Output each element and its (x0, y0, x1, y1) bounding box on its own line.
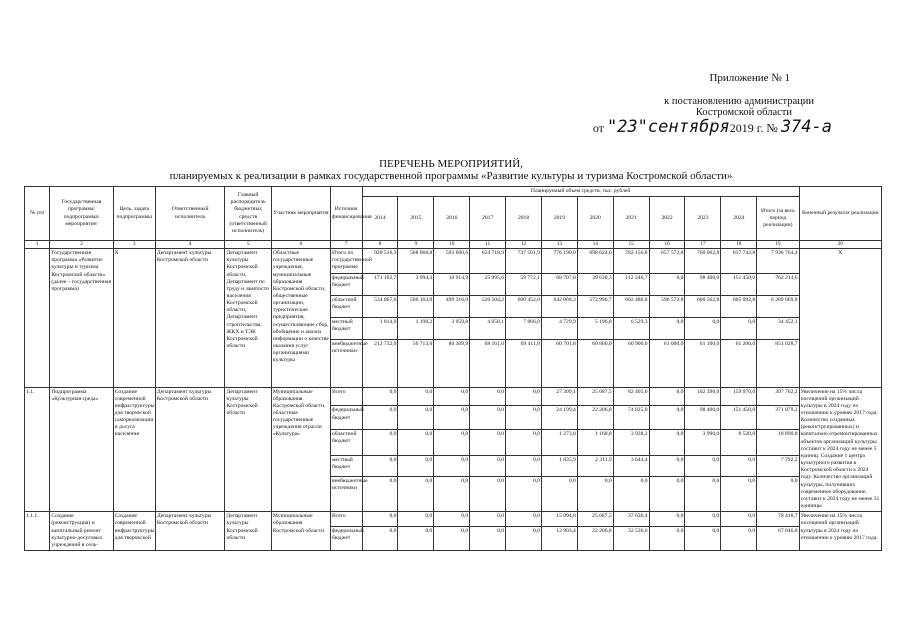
amount-cell: 159 970,0 (721, 387, 757, 406)
amount-cell: 0,0 (506, 387, 542, 406)
amount-cell: 0,0 (649, 476, 685, 512)
amount-cell: 25 995,6 (470, 273, 506, 295)
amount-cell: 782 156,8 (613, 249, 649, 273)
amount-cell: 499 316,0 (434, 295, 470, 317)
amount-cell: 0,0 (398, 387, 434, 406)
col-source: Источник финансирования (330, 187, 362, 241)
amount-cell: 0,0 (649, 527, 685, 551)
amount-cell: 6 289 069,8 (757, 295, 799, 317)
funding-source: федеральный бюджет (330, 527, 362, 551)
amount-cell: 0,0 (434, 512, 470, 527)
amount-cell: 15 094,8 (541, 512, 577, 527)
cell-name: Подпрограмма «Культурная среда» (50, 387, 113, 512)
amount-cell: 1 835,9 (541, 456, 577, 476)
amount-cell: 5 196,8 (577, 317, 613, 339)
amount-cell: 568 068,8 (398, 249, 434, 273)
amount-cell: 776 190,0 (541, 249, 577, 273)
amount-cell: 32 536,6 (613, 527, 649, 551)
amount-cell: 61 000,0 (649, 339, 685, 387)
cell-result: Увеличение на 15% числа посещений организаций культуры в 2024 году по отношению к уровню 2017 года. (799, 512, 881, 551)
amount-cell: 1 273,8 (541, 430, 577, 456)
amount-cell: 737 501,9 (506, 249, 542, 273)
amount-cell: 0,0 (470, 387, 506, 406)
amount-cell: 60 800,0 (577, 339, 613, 387)
amount-cell: 22 206,8 (577, 406, 613, 430)
amount-cell: 59 772,1 (506, 273, 542, 295)
column-number: 9 (398, 241, 434, 249)
amount-cell: 0,0 (434, 430, 470, 456)
amount-cell: 0,0 (685, 476, 721, 512)
amount-cell: 0,0 (506, 456, 542, 476)
year-header: 2022 (649, 197, 685, 241)
amount-cell: 600 452,0 (506, 295, 542, 317)
amount-cell: 572 996,7 (577, 295, 613, 317)
amount-cell: 0,0 (649, 317, 685, 339)
amount-cell: 212 732,0 (362, 339, 398, 387)
funding-source: Всего (330, 512, 362, 527)
table-row (25, 387, 882, 406)
year-header: 2020 (577, 197, 613, 241)
amount-cell: 0,0 (434, 387, 470, 406)
amount-cell: 151 450,0 (721, 406, 757, 430)
amount-cell: 3 644,4 (613, 456, 649, 476)
amount-cell: 657 572,8 (649, 249, 685, 273)
amount-cell: 0,0 (613, 476, 649, 512)
amount-cell: 24 199,4 (541, 406, 577, 430)
column-number: 10 (434, 241, 470, 249)
funding-source: областной бюджет (330, 430, 362, 456)
amount-cell: 0,0 (362, 476, 398, 512)
amount-cell: 82 405,6 (613, 387, 649, 406)
amount-cell: 0,0 (721, 456, 757, 476)
cell-resp: Департамент культуры Костромской области (155, 249, 225, 387)
appendix-label: Приложение № 1 (709, 72, 790, 84)
amount-cell: 34 452,1 (757, 317, 799, 339)
funding-source: внебюджетные источники (330, 476, 362, 512)
amount-cell: 0,0 (470, 456, 506, 476)
amount-cell: 68 161,0 (470, 339, 506, 387)
amount-cell: 0,0 (434, 406, 470, 430)
col-result: Конечный результат реализации (799, 187, 881, 241)
col-planned: Планируемый объем средств, тыс. рублей (362, 187, 799, 197)
amount-cell: 69 411,8 (506, 339, 542, 387)
cell-mainadmin: Департамент культуры Костромской области, Департамент по труду и занятости населения Костромской области, Департамент строительства, ЖКХ и ТЭК Костромской области (225, 249, 271, 387)
amount-cell: 67 646,8 (757, 527, 799, 551)
amount-cell: 0,0 (398, 430, 434, 456)
col-total: Итого (за весь период реализации) (757, 197, 799, 241)
column-number: 5 (225, 241, 271, 249)
amount-cell: 0,0 (685, 456, 721, 476)
amount-cell: 98 400,0 (685, 406, 721, 430)
amount-cell: 10 914,9 (434, 273, 470, 295)
year-header: 2017 (470, 197, 506, 241)
year-header: 2015 (398, 197, 434, 241)
column-number: 13 (541, 241, 577, 249)
column-number: 17 (685, 241, 721, 249)
amount-cell: 397 762,2 (757, 387, 799, 406)
funding-source: внебюджетные источники (330, 339, 362, 387)
cell-name: Создание (реконструкция) и капитальный ремонт культурно-досуговых учреждений в сель- (50, 512, 113, 551)
year-header: 2023 (685, 197, 721, 241)
amount-cell: 102 390,0 (685, 387, 721, 406)
cell-participant: Областные государственные учреждения, муниципальные образования Костромской области, общественные организации, туристические предприятия, осуществляющие сбор, обобщение и анализ информации о качестве оказания услуг организациями культуры (271, 249, 330, 387)
amount-cell: 0,0 (398, 456, 434, 476)
amount-cell: 602 480,8 (613, 295, 649, 317)
amount-cell: 605 092,8 (721, 295, 757, 317)
amount-cell: 0,0 (470, 430, 506, 456)
amount-cell: 0,0 (362, 512, 398, 527)
year-header: 2021 (613, 197, 649, 241)
amount-cell: 851 028,7 (757, 339, 799, 387)
column-number: 20 (799, 241, 881, 249)
cell-goal: Создание современной инфраструктуры для творческой самореализации и досуга населения (113, 387, 155, 512)
date-month: сентября (647, 117, 730, 137)
col-name: Государственная программа/подпрограмма/ мероприятие/ (50, 187, 113, 241)
funding-source: федеральный бюджет (330, 273, 362, 295)
amount-cell: 0,0 (757, 476, 799, 512)
amount-cell: 39 630,3 (577, 273, 613, 295)
col-no: № п/п (25, 187, 50, 241)
amount-cell: 0,0 (541, 476, 577, 512)
amount-cell: 12 903,4 (541, 527, 577, 551)
amount-cell: 624 718,9 (470, 249, 506, 273)
column-number: 6 (271, 241, 330, 249)
document-subtitle: планируемых к реализации в рамках государственной программы «Развитие культуры и туризма Костромской области» (169, 170, 733, 182)
column-number: 1 (25, 241, 50, 249)
date-line (593, 117, 832, 137)
amount-cell: 0,0 (398, 476, 434, 512)
column-number: 18 (721, 241, 757, 249)
document-title: ПЕРЕЧЕНЬ МЕРОПРИЯТИЙ, (379, 158, 523, 170)
year-header: 2019 (541, 197, 577, 241)
table-row (25, 249, 882, 273)
cell-mainadmin: Департамент культуры Костромской области (225, 387, 271, 512)
amount-cell: 61 200,0 (721, 339, 757, 387)
date-day: "23" (606, 117, 648, 137)
amount-cell: 0,0 (470, 476, 506, 512)
amount-cell: 8 520,0 (721, 430, 757, 456)
column-number: 8 (362, 241, 398, 249)
column-number: 15 (613, 241, 649, 249)
amount-cell: 760 062,8 (685, 249, 721, 273)
amount-cell: 0,0 (649, 273, 685, 295)
amount-cell: 4 058,1 (470, 317, 506, 339)
cell-no (25, 249, 50, 387)
amount-cell: 25 687,5 (577, 512, 613, 527)
amount-cell: 0,0 (398, 406, 434, 430)
amount-cell: 0,0 (721, 317, 757, 339)
column-number: 4 (155, 241, 225, 249)
amount-cell: 74 825,0 (613, 406, 649, 430)
amount-cell: 0,0 (506, 406, 542, 430)
cell-participant: Муниципальные образования Костромской области (271, 512, 330, 551)
column-number: 16 (649, 241, 685, 249)
amount-cell: 0,0 (649, 430, 685, 456)
funding-source: Итого по государственной программе (330, 249, 362, 273)
header-row-1 (25, 187, 882, 197)
amount-cell: 534 867,6 (362, 295, 398, 317)
amount-cell: 151 450,0 (721, 273, 757, 295)
col-goal: Цель, задача подпрограммы (113, 187, 155, 241)
cell-resp: Департамент культуры Костромской области (155, 387, 225, 512)
year-header: 2018 (506, 197, 542, 241)
resolution-label: к постановлению администрации (664, 96, 814, 107)
year-header: 2014 (362, 197, 398, 241)
amount-cell: 920 516,3 (362, 249, 398, 273)
amount-cell: 171 102,7 (362, 273, 398, 295)
amount-cell: 0,0 (362, 387, 398, 406)
amount-cell: 0,0 (470, 527, 506, 551)
amount-cell: 0,0 (506, 512, 542, 527)
amount-cell: 0,0 (721, 476, 757, 512)
amount-cell: 698 624,0 (577, 249, 613, 273)
column-number-row (25, 241, 882, 249)
amount-cell: 762 214,6 (757, 273, 799, 295)
amount-cell: 0,0 (434, 527, 470, 551)
amount-cell: 0,0 (721, 527, 757, 551)
amount-cell: 0,0 (434, 456, 470, 476)
amount-cell: 2 311,9 (577, 456, 613, 476)
cell-result: Увеличение на 15% числа посещений организаций культуры в 2024 году по отношению к уровню 2017 года. Количество созданных (реконструированных) и капитально отремонтированных объектов организаций культуры составит к 2024 году не менее 5 единиц. Создание 1 центра культурного развития в Костромской области к 2024 году. Количество организаций культуры, получивших современное оборудование, составит к 2024 году не менее 31 единицы (799, 387, 881, 512)
amount-cell: 596 572,8 (649, 295, 685, 317)
amount-cell: 526 504,2 (470, 295, 506, 317)
funding-source: местный бюджет (330, 317, 362, 339)
amount-cell: 0,0 (649, 406, 685, 430)
amount-cell: 1 814,0 (362, 317, 398, 339)
amount-cell: 642 068,3 (541, 295, 577, 317)
amount-cell: 25 687,5 (577, 387, 613, 406)
funding-source: местный бюджет (330, 456, 362, 476)
column-number: 7 (330, 241, 362, 249)
amount-cell: 18 890,8 (757, 430, 799, 456)
amount-cell: 0,0 (506, 527, 542, 551)
amount-cell: 3 938,2 (613, 430, 649, 456)
amount-cell: 0,0 (649, 512, 685, 527)
amount-cell: 3 990,0 (685, 430, 721, 456)
amount-cell: 0,0 (434, 476, 470, 512)
amount-cell: 0,0 (649, 456, 685, 476)
cell-resp: Департамент культуры Костромской области (155, 512, 225, 551)
amount-cell: 593 600,6 (434, 249, 470, 273)
cell-no: 1.1. (25, 387, 50, 512)
amount-cell: 506 163,0 (398, 295, 434, 317)
amount-cell: 27 309,1 (541, 387, 577, 406)
cell-mainadmin: Департамент культуры Костромской области (225, 512, 271, 551)
amount-cell: 0,0 (685, 527, 721, 551)
amount-cell: 0,0 (649, 387, 685, 406)
year-header: 2016 (434, 197, 470, 241)
amount-cell: 0,0 (362, 406, 398, 430)
column-number: 19 (757, 241, 799, 249)
amount-cell: 60 900,0 (613, 339, 649, 387)
table-row (25, 512, 882, 527)
amount-cell: 371 079,2 (757, 406, 799, 430)
column-number: 2 (50, 241, 113, 249)
amount-cell: 0,0 (506, 430, 542, 456)
amount-cell: 3 059,8 (434, 317, 470, 339)
amount-cell: 0,0 (685, 512, 721, 527)
funding-source: федеральный бюджет (330, 406, 362, 430)
amount-cell: 3 994,3 (398, 273, 434, 295)
measures-table (24, 186, 882, 551)
amount-cell: 1 168,8 (577, 430, 613, 456)
amount-cell: 0,0 (721, 512, 757, 527)
cell-no: 1.1.1. (25, 512, 50, 551)
amount-cell: 4 729,9 (541, 317, 577, 339)
amount-cell: 80 309,9 (434, 339, 470, 387)
amount-cell: 0,0 (362, 430, 398, 456)
amount-cell: 0,0 (685, 317, 721, 339)
amount-cell: 0,0 (362, 456, 398, 476)
funding-source: областной бюджет (330, 295, 362, 317)
amount-cell: 68 707,8 (541, 273, 577, 295)
amount-cell: 22 206,8 (577, 527, 613, 551)
column-number: 14 (577, 241, 613, 249)
amount-cell: 817 742,8 (721, 249, 757, 273)
date-year: 2019 г. № (729, 121, 778, 135)
cell-goal: Создание современной инфраструктуры для творческой (113, 512, 155, 551)
amount-cell: 112 246,7 (613, 273, 649, 295)
amount-cell: 56 713,0 (398, 339, 434, 387)
amount-cell: 7 936 764,4 (757, 249, 799, 273)
amount-cell: 600 562,8 (685, 295, 721, 317)
amount-cell: 0,0 (362, 527, 398, 551)
amount-cell: 0,0 (506, 476, 542, 512)
amount-cell: 37 636,4 (613, 512, 649, 527)
year-header: 2024 (721, 197, 757, 241)
column-number: 11 (470, 241, 506, 249)
region-label: Костромской области (695, 107, 792, 118)
cell-name: Государственная программа «Развитие культуры и туризма Костромской области» (далее – государственная программа) (50, 249, 113, 387)
amount-cell: 7 792,2 (757, 456, 799, 476)
document-number: 374-а (780, 117, 832, 137)
column-number: 3 (113, 241, 155, 249)
amount-cell: 6 529,3 (613, 317, 649, 339)
amount-cell: 98 400,0 (685, 273, 721, 295)
amount-cell: 0,0 (470, 512, 506, 527)
funding-source: Всего (330, 387, 362, 406)
amount-cell: 0,0 (398, 512, 434, 527)
cell-result: Х (799, 249, 881, 387)
amount-cell: 0,0 (577, 476, 613, 512)
amount-cell: 78 418,7 (757, 512, 799, 527)
cell-goal: Х (113, 249, 155, 387)
amount-cell: 7 866,0 (506, 317, 542, 339)
amount-cell: 61 100,0 (685, 339, 721, 387)
amount-cell: 1 198,2 (398, 317, 434, 339)
col-responsible: Ответственный исполнитель (155, 187, 225, 241)
col-main-administrator: Главный распорядитель бюджетных средств (ответственный исполнитель) (225, 187, 271, 241)
cell-participant: Муниципальные образования Костромской области, областные государственные учреждения отрасли «Культура» (271, 387, 330, 512)
col-participant: Участник мероприятия (271, 187, 330, 241)
amount-cell: 0,0 (398, 527, 434, 551)
column-number: 12 (506, 241, 542, 249)
amount-cell: 0,0 (470, 406, 506, 430)
amount-cell: 60 701,8 (541, 339, 577, 387)
date-prefix: от (592, 121, 604, 135)
